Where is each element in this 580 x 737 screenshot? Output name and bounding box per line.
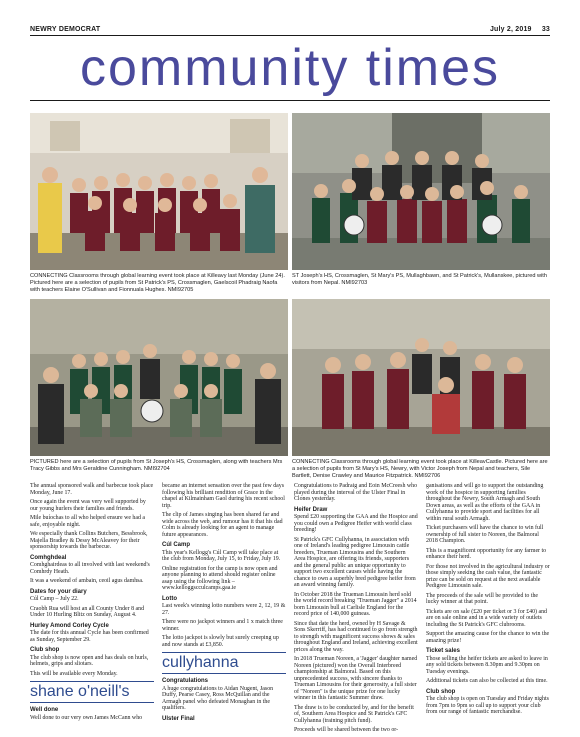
paragraph: In October 2018 the Trueman Limousin herd sold the world record breaking "Trueman Jagger" a 2014 born Limousin bull at Carlisle England for the record price of 140,000 guineas. xyxy=(294,591,417,617)
paragraph: Spend £20 supporting the GAA and the Hospice and you could own a Pedigree Heifer with world class breeding! xyxy=(294,514,418,533)
paragraph: This year's Kellogg's Cúl Camp will take place at the club from Monday, July 15, to Friday, July 19. xyxy=(162,549,281,562)
page-header-bar xyxy=(30,26,550,33)
paragraph: In 2018 Trueman Noreen, a 'Jagger' daughter named Noreen (pictured) won the Overall Interbreed championship at Balmoral. Based on this unprecedented success, with sincere thanks to Trueman Limousins for their generosity, a full sister of "Noreen" is the unique prize for one lucky winner in this fantastic Summer draw. xyxy=(294,656,418,701)
masthead xyxy=(0,0,580,100)
paragraph: The date for this annual Cycle has been confirmed as Sunday, September 29. xyxy=(30,630,149,643)
paragraph: This will be available every Monday. xyxy=(30,670,118,677)
paragraph: Congratulations to Padraig and Eoin McCreesh who played during the interval of the Ulster Final in Clones yesterday. xyxy=(294,483,418,502)
paragraph: Additional tickets can also be collected at this time. xyxy=(426,678,548,684)
photo-caption: CONNECTING Classrooms through global learning event took place at Killeavy last Monday (June 24). Pictured here are a selection of pupils from St Patrick's PS, Crossmaglen, Gaelscoil Phadraig Naofa with teachers Elaine O'Sullivan and Fionnuala Hughes. NMI92705 xyxy=(30,273,285,293)
subheading: Cúl Camp xyxy=(162,542,191,548)
paragraph: Online registration for the camp is now open and anyone planning to attend should register online asap using the following link – www.kelloggscculcamps.gaa.ie xyxy=(162,565,278,591)
issue-date: July 2, 2019 xyxy=(489,26,532,33)
photo-st-josephs-pupils xyxy=(30,299,288,456)
paragraph: St Patrick's GFC Cullyhanna, in association with one of Ireland's leading pedigree Limousin cattle breeders, Trueman Limousins and the Southern Area Hospice, are offering its friends, supporters and the general public an unique opportunity to support two excellent causes while having the chance to own a superbly bred pedigree heifer from an award winning family. xyxy=(294,536,416,588)
subheading: Comhghdeal xyxy=(30,554,67,561)
paragraph: Last week's winning lotto numbers were 2, 12, 19 & 27. xyxy=(162,603,286,616)
photo-caption: CONNECTING Classrooms through global learning event took place at KilleavCastle. Pictured here are a selection of pupils from St Mary's HS, Newry, with Victor Joseph from Nepal and teachers, Sile Bartlett, Denise Crawley and Maurice Fitzpatrick. NMI92706 xyxy=(292,459,548,479)
paragraph: Craobh Rua will host an all County Under 8 and Under 10 Hurling Blitz on Sunday, August 4. xyxy=(30,605,145,618)
article-column-4 xyxy=(426,483,550,719)
paragraph: Cúl Camp – July 22. xyxy=(30,596,79,602)
paragraph: The proceeds of the sale will be provided to the lucky winner at that point. xyxy=(426,592,539,605)
paragraph: became an internet sensation over the past few days following his brilliant rendition of Grace in the chapel at Kilmainham Gaol during his recent school trip. xyxy=(162,483,285,509)
paragraph: There were no jackpot winners and 1 x match three winner. xyxy=(162,619,283,632)
paragraph: ganisations and will go to support the outstanding work of the hospice in supporting families throughout the Newry, South Armagh and South Down areas, as well as the efforts of the GAA in Cullyhanna to provide sport and facilities for all within rural south Armagh. xyxy=(426,483,544,522)
header-rule xyxy=(30,35,550,36)
photo-caption: ST Joseph's HS, Crossmaglen, St Mary's PS, Mullaghbawn, and St Patrick's, Mullanskee, pictured with visitors from Nepal. NMI92703 xyxy=(292,273,547,286)
photo-caption: PICTURED here are a selection of pupils from St Joseph's HS, Crossmaglen, along with teachers Mrs Tracy Gibbs and Mrs Geraldine Cunningham. NMI92704 xyxy=(30,459,283,472)
subheading: Ulster Final xyxy=(162,715,195,722)
paragraph: It was a weekend of ambain, ceoil agus damhsa. xyxy=(30,578,144,584)
paragraph: A huge congratulations to Aidan Nugent, Jason Duffy, Pearse Casey, Ross McQuillan and the Armagh panel who defeated Monaghan in the qualifiers. xyxy=(162,685,274,711)
subheading: Club shop xyxy=(30,647,60,653)
paragraph: Well done to our very own James McCann who xyxy=(30,714,143,721)
photo-nepal-visitors xyxy=(292,113,550,270)
paragraph: Ticket purchasers will have the chance to win full ownership of full sister to Noreen, the Balmoral 2018 Champion. xyxy=(426,525,544,544)
subheading: Well done xyxy=(30,707,59,713)
paragraph: Since that date the herd, owned by H Savage & Sons Skerriff, has had continued to go from strength to strength with magnificent success shows & sales throughout England and Ireland, achieving excellent prices along the way. xyxy=(294,620,418,653)
paragraph: Those selling the heifer tickets are asked to leave in any sold tickets between 8.30pm and 9.30pm on Tuesday evenings. xyxy=(426,655,548,675)
paragraph: The club shop is open on Tuesday and Friday nights from 7pm to 9pm so call up to support your club from our range of fantastic merchandise. xyxy=(426,696,549,715)
paragraph: Proceeds will be shared between the two or- xyxy=(294,727,399,733)
paragraph: The annual sponsored walk and barbecue took place Monday, June 17. xyxy=(30,483,154,496)
photo-killeavy-primary-pupils xyxy=(30,113,288,270)
club-banner-cullyhanna: cullyhanna xyxy=(162,652,286,674)
title-rule xyxy=(30,100,550,101)
subheading: Club shop xyxy=(426,688,456,695)
paragraph: The draw is to be conducted by, and for the benefit of, Southern Area Hospice and St Patrick's GFC Cullyhanna (training pitch fund). xyxy=(294,704,414,724)
newspaper-name: NEWRY DEMOCRAT xyxy=(30,26,101,33)
paragraph: The lotto jackpot is slowly but surely creeping up and now stands at £3,850. xyxy=(162,635,279,648)
paragraph: For those not involved in the agricultural industry or those simply seeking the cash value, the fantastic prize can be sold on request at the next available Pedigree Limousin sale. xyxy=(426,563,550,589)
paragraph: Mile buíochas to all who helped ensure we had a safe, enjoyable night. xyxy=(30,515,145,528)
club-banner-shane-oneills: shane o'neill's xyxy=(30,681,154,703)
article-column-3 xyxy=(294,483,418,737)
paragraph: Comhghairdeas to all involved with last weekend's Comhrdy Heath. xyxy=(30,562,150,575)
subheading: Ticket sales xyxy=(426,648,460,654)
page-number: 33 xyxy=(541,26,550,33)
section-title: community times xyxy=(79,39,501,97)
paragraph: We especially thank Collins Butchers, Bessbrook, Majella Bradley & Dessy McAleavey for their sponsorship towards the barbecue. xyxy=(30,531,148,550)
paragraph: The club shop is now open and has deals on hurls, helmets, grips and sliotars. xyxy=(30,654,149,667)
article-column-2 xyxy=(162,483,286,723)
subheading: Lotto xyxy=(162,595,177,602)
paragraph: Support the amazing cause for the chance to win the amazing prize! xyxy=(426,631,550,644)
paragraph: Tickets are on sale (£20 per ticket or 3 for £40) and are on sale online and in a wide variety of outlets including the St Patrick's GFC clubrooms. xyxy=(426,608,547,628)
photo-st-marys-pupils xyxy=(292,299,550,456)
paragraph: The clip of James singing has been shared far and wide across the web, and rumour has it that his dad Colm is already looking for an agent to manage future appearances. xyxy=(162,512,283,538)
subheading: Congratulations xyxy=(162,678,208,684)
subheading: Hurley Amond Corley Cycle xyxy=(30,622,109,629)
subheading: Heifer Draw xyxy=(294,506,328,513)
paragraph: This is a magnificent opportunity for any farmer to enhance their herd. xyxy=(426,547,547,560)
article-column-1 xyxy=(30,483,154,724)
subheading: Dates for your diary xyxy=(30,588,87,595)
paragraph: Once again the event was very well supported by our young hurlers their families and friends. xyxy=(30,499,146,512)
